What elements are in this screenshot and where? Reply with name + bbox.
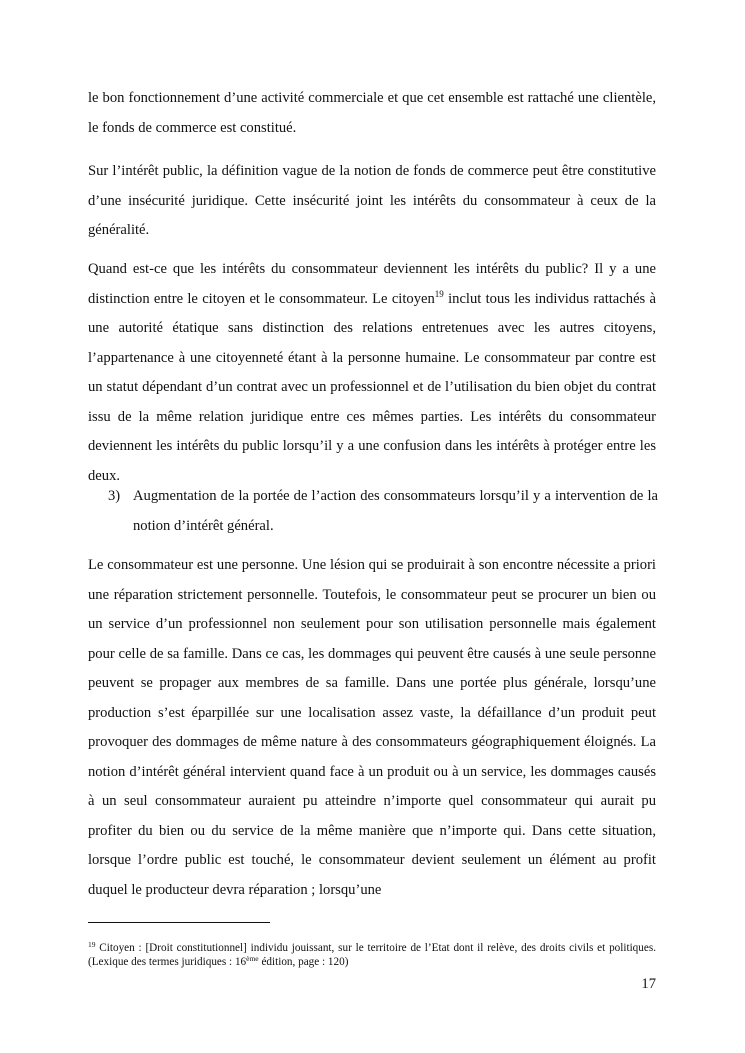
section-number: 3) — [108, 488, 121, 504]
footnote-superscript: ème — [246, 954, 259, 963]
paragraph-text: Quand est-ce que les intérêts du consommateur deviennent les intérêts du public? Il y a une distinction entre le citoyen et le consommateur. Le citoyen — [88, 261, 656, 307]
footnote-reference[interactable]: 19 — [434, 288, 444, 299]
paragraph-interet-public: Sur l’intérêt public, la définition vague de la notion de fonds de commerce peut être constitutive d’une insécurité juridique. Cette insécurité joint les intérêts du consommateur à ceux de la généralité. — [88, 163, 656, 238]
section-heading — [108, 482, 658, 541]
footnote — [88, 941, 656, 969]
page-number: 17 — [641, 976, 656, 992]
paragraph-fonds-de-commerce: le bon fonctionnement d’une activité commerciale et que cet ensemble est rattaché une clientèle, le fonds de commerce est constitué. — [88, 90, 656, 136]
section-title: Augmentation de la portée de l’action des consommateurs lorsqu’il y a intervention de la notion d’intérêt général. — [133, 488, 658, 534]
footnote-text-end: édition, page : 120) — [258, 956, 349, 968]
footnote-text: Citoyen : [Droit constitutionnel] individu jouissant, sur le territoire de l’Etat dont il relève, des droits civils et politiques. (Lexique des termes juridiques : 16 — [88, 942, 656, 968]
paragraph-text: inclut tous les individus rattachés à une autorité étatique sans distinction des relations entretenues avec les autres citoyens, l’appartenance à une citoyenneté étant à la personne humaine. Le consommateur par contre est un statut dépendant d’un contrat avec un professionnel et de l’utilisation du bien objet du contrat issu de la même relation juridique entre ces mêmes parties. Les intérêts du consommateur deviennent les intérêts du public lorsqu’il y a une confusion dans les intérêts à protéger entre les deux. — [88, 290, 656, 484]
footnote-marker: 19 — [88, 940, 96, 949]
footnote-separator — [88, 922, 270, 923]
paragraph-consommateur-personne: Le consommateur est une personne. Une lésion qui se produirait à son encontre nécessite a priori une réparation strictement personnelle. Toutefois, le consommateur peut se procurer un bien ou un service d’un professionnel non seulement pour son utilisation personnelle mais également pour celle de sa famille. Dans ce cas, les dommages qui peuvent être causés à une seule personne peuvent se propager aux membres de sa famille. Dans une portée plus générale, lorsqu’une production s’est éparpillée sur une localisation assez vaste, la défaillance d’un produit peut provoquer des dommages de même nature à des consommateurs géographiquement éloignés. La notion d’intérêt général intervient quand face à un produit ou à un service, les dommages causés à un seul consommateur auraient pu atteindre n’importe quel consommateur qui aurait pu profiter du bien ou du service de la même manière que n’importe qui. Dans cette situation, lorsque l’ordre public est touché, le consommateur devient seulement un élément au profit duquel le producteur devra réparation ; lorsqu’une — [88, 557, 656, 898]
paragraph-citoyen-consommateur — [88, 255, 656, 491]
